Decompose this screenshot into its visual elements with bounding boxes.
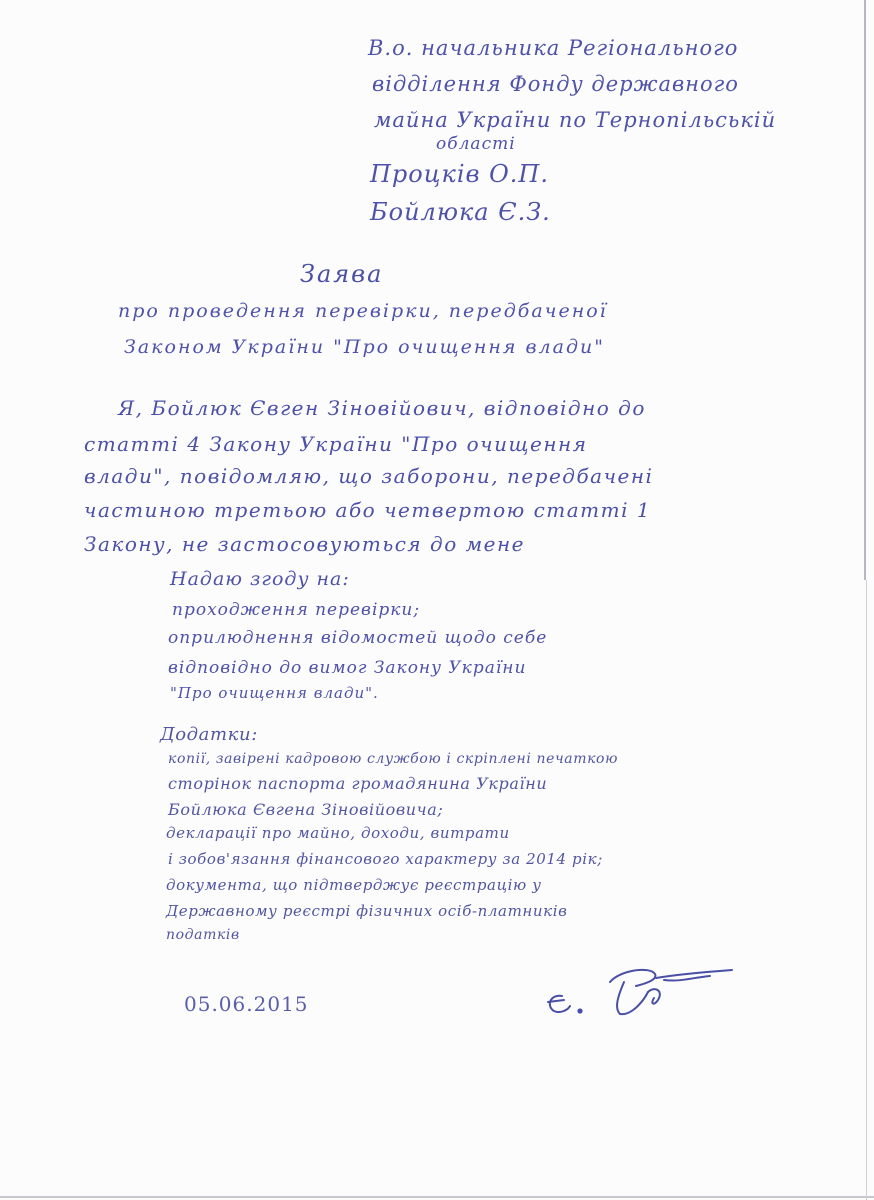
consent-line: відповідно до вимог Закону України [168,658,527,678]
addressee-line: майна України по Тернопільській [374,108,777,132]
attachment-line: копії, завірені кадровою службою і скріплені печаткою [168,751,619,767]
attachment-line: сторінок паспорта громадянина України [168,774,548,793]
consent-heading: Надаю згоду на: [170,568,350,590]
body-line: влади", повідомляю, що заборони, передбачені [84,464,654,488]
scan-edge-right-lower [866,580,867,1200]
document-title: Заява [300,260,384,288]
attachment-line: Бойлюка Євгена Зіновійовича; [168,800,444,819]
addressee-line: області [436,134,516,154]
scan-edge-bottom [0,1196,874,1198]
attachment-line: декларації про майно, доходи, витрати [166,824,510,842]
body-line: статті 4 Закону України "Про очищення [84,432,588,456]
body-line: частиною третьою або четвертою статті 1 [84,498,652,522]
subtitle-line-1: про проведення перевірки, передбаченої [118,300,608,322]
addressee-line: відділення Фонду державного [372,72,739,96]
attachment-line: податків [166,927,240,943]
attachment-line: документа, що підтверджує реєстрацію у [166,876,542,894]
document-date: 05.06.2015 [184,992,309,1016]
body-line: Я, Бойлюк Євген Зіновійович, відповідно до [118,396,646,420]
sender-name: Бойлюка Є.З. [370,198,551,226]
addressee-name: Процків О.П. [370,160,549,188]
consent-line: "Про очищення влади". [170,684,379,702]
attachment-line: Державному реєстрі фізичних осіб-платників [166,902,568,920]
handwritten-signature [540,956,740,1026]
scan-edge-right [864,0,866,580]
subtitle-line-2: Законом України "Про очищення влади" [124,336,605,358]
consent-line: оприлюднення відомостей щодо себе [168,628,548,648]
body-line: Закону, не застосовуються до мене [84,532,526,556]
attachments-heading: Додатки: [160,724,258,745]
consent-line: проходження перевірки; [172,600,421,620]
addressee-line: В.о. начальника Регіонального [368,36,739,60]
attachment-line: і зобов'язання фінансового характеру за 2014 рік; [168,850,603,868]
